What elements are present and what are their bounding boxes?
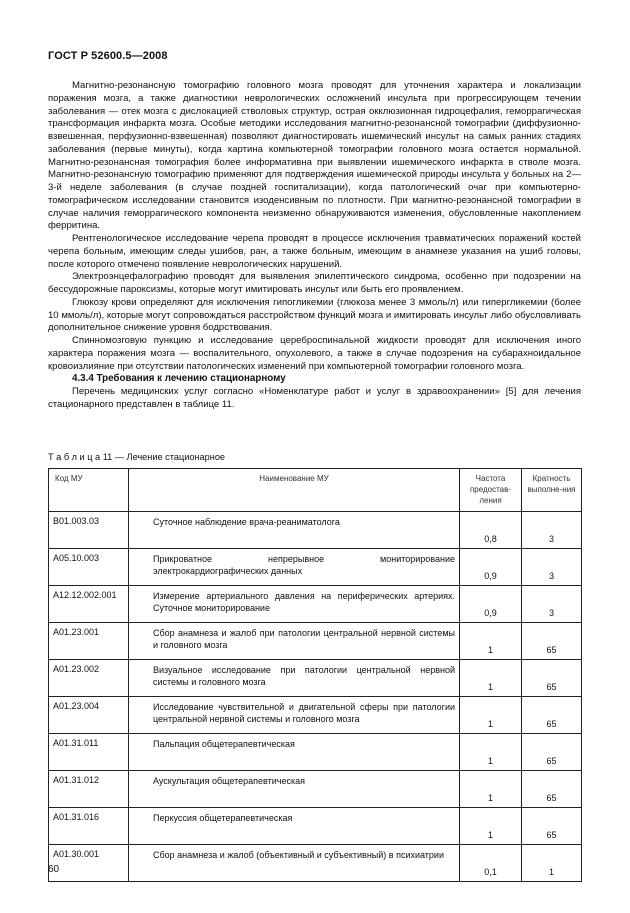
table-header-row	[49, 469, 582, 512]
body-text	[48, 80, 581, 412]
table-row	[49, 845, 582, 882]
table-row	[49, 660, 582, 697]
cell-frequency: 1	[460, 623, 522, 660]
cell-code: A01.31.012	[49, 771, 129, 808]
section-heading: 4.3.4 Требования к лечению стационарному	[72, 373, 286, 385]
header-frequency: Частота предостав-ления	[460, 469, 522, 512]
cell-name: Пальпация общетерапевтическая	[129, 734, 460, 771]
cell-name: Визуальное исследование при патологии центральной нервной системы и головного мозга	[129, 660, 460, 697]
cell-name: Аускультация общетерапевтическая	[129, 771, 460, 808]
cell-name: Суточное наблюдение врача-реаниматолога	[129, 512, 460, 549]
table-row	[49, 697, 582, 734]
cell-frequency: 1	[460, 734, 522, 771]
cell-multiplicity: 3	[522, 586, 582, 623]
cell-name: Сбор анамнеза и жалоб при патологии центральной нервной системы и головного мозга	[129, 623, 460, 660]
table-row	[49, 771, 582, 808]
cell-frequency: 0,8	[460, 512, 522, 549]
cell-name: Прикроватное непрерывное мониторирование электрокардиографических данных	[129, 549, 460, 586]
services-table	[48, 468, 582, 882]
cell-name: Перкуссия общетерапевтическая	[129, 808, 460, 845]
table-row	[49, 549, 582, 586]
table-row	[49, 623, 582, 660]
cell-multiplicity: 65	[522, 771, 582, 808]
cell-multiplicity: 65	[522, 697, 582, 734]
cell-multiplicity: 65	[522, 808, 582, 845]
cell-multiplicity: 1	[522, 845, 582, 882]
cell-name: Измерение артериального давления на периферических артериях. Суточное мониторирование	[129, 586, 460, 623]
cell-multiplicity: 65	[522, 734, 582, 771]
cell-frequency: 0,9	[460, 549, 522, 586]
cell-code: B01.003.03	[49, 512, 129, 549]
cell-frequency: 1	[460, 660, 522, 697]
cell-code: A12.12.002.001	[49, 586, 129, 623]
cell-frequency: 0,1	[460, 845, 522, 882]
cell-code: A01.31.011	[49, 734, 129, 771]
paragraph-xray: Рентгенологическое исследование черепа проводят в процессе исключения травматических поражений костей черепа больным, имеющим следы ушибов, ран, а также больным, имеющим в анамнезе указания на ушиб головы, после которого отмечено появление неврологических нарушений.	[48, 233, 581, 270]
table-row	[49, 586, 582, 623]
cell-multiplicity: 3	[522, 549, 582, 586]
cell-multiplicity: 3	[522, 512, 582, 549]
cell-frequency: 1	[460, 808, 522, 845]
header-code: Код МУ	[49, 469, 129, 512]
document-header: ГОСТ Р 52600.5—2008	[48, 50, 168, 62]
cell-multiplicity: 65	[522, 660, 582, 697]
cell-frequency: 0,9	[460, 586, 522, 623]
cell-multiplicity: 65	[522, 623, 582, 660]
table-row	[49, 734, 582, 771]
cell-code: A05.10.003	[49, 549, 129, 586]
page-number: 60	[48, 864, 60, 875]
cell-frequency: 1	[460, 697, 522, 734]
paragraph-glucose: Глюкозу крови определяют для исключения гипогликемии (глюкоза менее 3 ммоль/л) или гипергликемии (более 10 ммоль/л), которые могут сопровождаться расстройством функций мозга и имитировать инсульт либо обусловливать дополнительное снижение уровня бодрствования.	[48, 296, 581, 334]
table-row	[49, 808, 582, 845]
cell-name: Сбор анамнеза и жалоб (объективный и субъективный) в психиатрии	[129, 845, 460, 882]
header-multiplicity: Кратность выполне-ния	[522, 469, 582, 512]
section-text: Перечень медицинских услуг согласно «Номенклатуре работ и услуг в здравоохранении» [5] для лечения стационарного представлен в таблице 11.	[48, 386, 581, 410]
cell-code: A01.23.004	[49, 697, 129, 734]
header-name: Наименование МУ	[129, 469, 460, 512]
paragraph-eeg: Электроэнцефалографию проводят для выявления эпилептического синдрома, особенно при подозрении на бессудорожные пароксизмы, которые могут имитировать инсульт или быть его проявлением.	[48, 271, 581, 295]
cell-frequency: 1	[460, 771, 522, 808]
paragraph-mri: Магнитно-резонансную томографию головного мозга проводят для уточнения характера и локализации поражения мозга, а также диагностики неврологических осложнений инсульта при прогрессирующем течении заболевания — отек мозга с дислокацией стволовых структур, острая окклюзионная гидроцефалия, геморрагическая трансформация инфаркта мозга. Особые методики исследования магнитно-резонансной томографии (диффузионно-взвешенная, перфузионно-взвешенная) позволяют диагностировать ишемический инсульт на самых ранних стадиях заболевания (первые минуты), когда картина компьютерной томографии головного мозга остается нормальной. Магнитно-резонансная томография более информативна при выявлении ишемического инфаркта в стволе мозга. Магнитно-резонансную томографию применяют для подтверждения ишемической природы инсульта у больных на 2—3-й неделе заболевания (в случае поздней госпитализации), когда патологический очаг при компьютерно-томографическом исследовании становится изоденсивным по плотности. При магнитно-резонансной томографии в случае наличия геморрагического компонента неизменно обнаруживаются изменения, обусловленные накоплением ферритина.	[48, 80, 581, 232]
table-row	[49, 512, 582, 549]
table-caption: Т а б л и ц а 11 — Лечение стационарное	[48, 452, 226, 462]
cell-code: A01.30.001	[49, 845, 129, 882]
cell-code: A01.31.016	[49, 808, 129, 845]
cell-name: Исследование чувствительной и двигательной сферы при патологии центральной нервной системы и головного мозга	[129, 697, 460, 734]
paragraph-lumbar-puncture: Спинномозговую пункцию и исследование цереброспинальной жидкости проводят для исключения иного характера поражения мозга — воспалительного, опухолевого, а также в случае подозрения на субарахноидальное кровоизлияние при отсутствии патологических изменений при компьютерной томографии головного мозга.	[48, 335, 581, 372]
cell-code: A01.23.001	[49, 623, 129, 660]
cell-code: A01.23.002	[49, 660, 129, 697]
